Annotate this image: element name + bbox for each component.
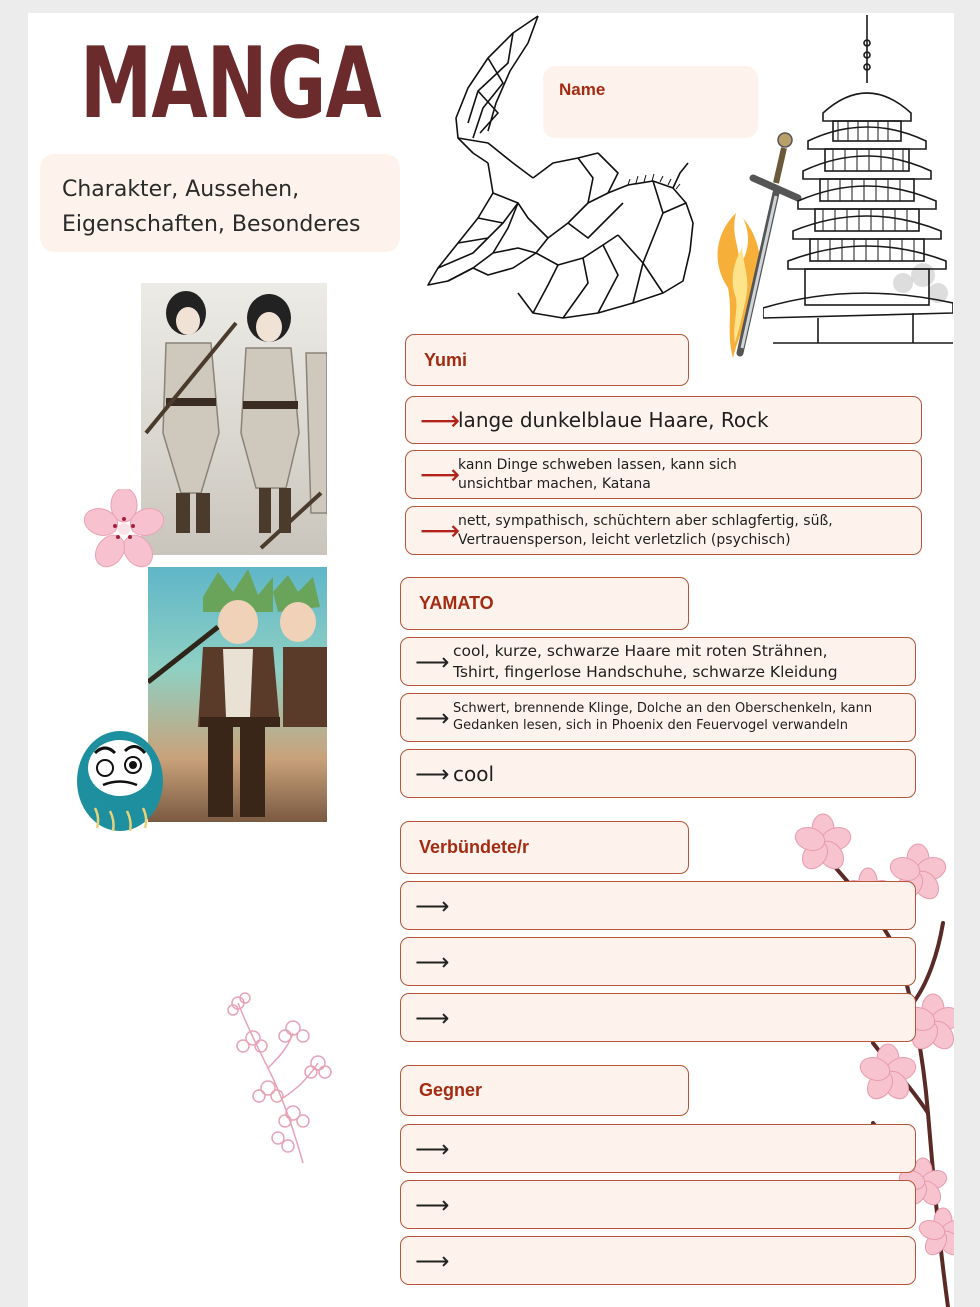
gegner-item-3[interactable] [400, 1236, 916, 1285]
arrow-right-icon: ⟶ [415, 947, 450, 976]
yamato-heading: YAMATO [419, 593, 494, 613]
verbuendete-item-3[interactable] [400, 993, 916, 1042]
gegner-heading-box [400, 1065, 689, 1116]
sakura-sprig-illustration [223, 988, 333, 1168]
yumi-item-3[interactable] [405, 506, 922, 555]
verbuendete-heading: Verbündete/r [419, 837, 530, 857]
yumi-item-1-text: lange dunkelblaue Haare, Rock [458, 408, 769, 432]
verbuendete-item-3-text [453, 994, 905, 1041]
yumi-heading: Yumi [424, 349, 468, 370]
gegner-item-1-text [453, 1125, 905, 1172]
subtitle-box [40, 154, 400, 252]
arrow-right-icon: ⟶ [415, 647, 450, 676]
daruma-icon [75, 723, 165, 833]
yumi-item-3-text: nett, sympathisch, schüchtern aber schlagfertig, süß, Vertrauensperson, leicht verletzlich (psychisch) [458, 513, 833, 548]
arrow-right-icon: ⟶ [415, 1190, 450, 1219]
verbuendete-item-1-text [453, 882, 905, 929]
arrow-right-icon: ⟶ [415, 891, 450, 920]
arrow-right-icon: ⟶ [420, 403, 461, 437]
yumi-item-2-text: kann Dinge schweben lassen, kann sich unsichtbar machen, Katana [458, 457, 737, 492]
gegner-item-1[interactable] [400, 1124, 916, 1173]
arrow-right-icon: ⟶ [415, 1246, 450, 1275]
pagoda-illustration [763, 13, 953, 348]
arrow-right-icon: ⟶ [415, 1134, 450, 1163]
gegner-heading: Gegner [419, 1080, 483, 1100]
yamato-item-3-text: cool [453, 761, 495, 786]
verbuendete-heading-box [400, 821, 689, 874]
yamato-item-2-text: Schwert, brennende Klinge, Dolche an den Oberschenkeln, kann Gedanken lesen, sich in Phoenix den Feuervogel verwandeln [453, 700, 873, 733]
yamato-item-1-text: cool, kurze, schwarze Haare mit roten Strähnen, Tshirt, fingerlose Handschuhe, schwarze Kleidung [453, 642, 838, 681]
yumi-item-1[interactable] [405, 396, 922, 444]
page-title: MANGA [80, 27, 381, 141]
character-sheet [28, 13, 954, 1307]
gegner-item-2-text [453, 1181, 905, 1228]
dragon-illustration [418, 13, 708, 331]
name-label: Name [559, 80, 606, 99]
yumi-image [141, 283, 327, 555]
arrow-right-icon: ⟶ [415, 759, 450, 788]
yamato-item-1[interactable] [400, 637, 916, 686]
verbuendete-item-2[interactable] [400, 937, 916, 986]
arrow-right-icon: ⟶ [420, 458, 461, 491]
yamato-item-3[interactable] [400, 749, 916, 798]
verbuendete-item-2-text [453, 938, 905, 985]
yamato-item-2[interactable] [400, 693, 916, 742]
subtitle-text: Charakter, Aussehen, Eigenschaften, Besonderes [62, 177, 361, 237]
yamato-heading-box [400, 577, 689, 630]
yumi-item-2[interactable] [405, 450, 922, 499]
gegner-item-2[interactable] [400, 1180, 916, 1229]
arrow-right-icon: ⟶ [420, 514, 461, 547]
yamato-image [148, 567, 327, 822]
sakura-flower-icon [84, 489, 164, 569]
arrow-right-icon: ⟶ [415, 1003, 450, 1032]
gegner-item-3-text [453, 1237, 905, 1284]
verbuendete-item-1[interactable] [400, 881, 916, 930]
yumi-heading-box [405, 334, 689, 386]
arrow-right-icon: ⟶ [415, 703, 450, 732]
